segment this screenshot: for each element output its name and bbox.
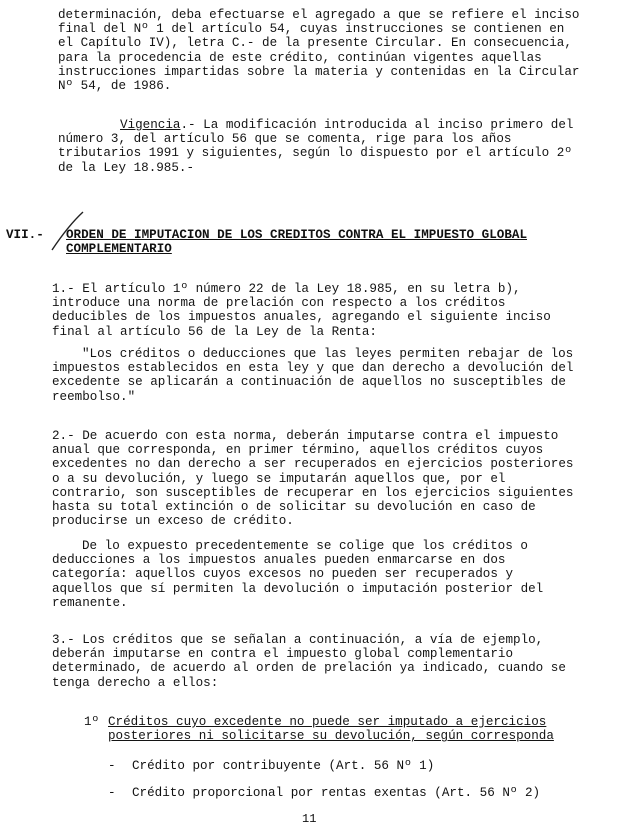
bullet-text: Crédito por contribuyente (Art. 56 Nº 1) [132,759,435,773]
text-line: final al artículo 56 de la Ley de la Renta: [52,324,377,339]
bullet-text: Crédito proporcional por rentas exentas (Art. 56 Nº 2) [132,786,541,800]
text-line: excedente se aplicarán a continuación de aquellos no susceptibles de [52,375,566,390]
text-line: final del Nº 1 del artículo 54, cuyas instrucciones se contienen en [58,22,565,37]
paragraph-2 [52,429,618,528]
text-line: el Capítulo IV), letra C.- de la presente Circular. En consecuencia, [58,36,572,51]
text-line: aquellos que sí permiten la devolución o imputación posterior del [52,581,544,596]
item-title-line: Créditos cuyo excedente no puede ser imputado a ejercicios [108,715,547,729]
text-line: instrucciones impartidas sobre la materia y contenidas en la Circular [58,64,580,79]
text-line: 1.- El artículo 1º número 22 de la Ley 18.985, en su letra b), [52,282,521,296]
text-line: deberán imputarse en contra el impuesto global complementario [52,647,514,662]
dash-marker: - [108,786,116,800]
dash-marker: - [108,759,116,773]
section-number: VII.- [6,228,44,242]
text-line: remanente. [52,595,128,610]
item-number: 1º [84,715,100,729]
text-line: de la Ley 18.985.- [58,160,195,175]
text-line: De lo expuesto precedentemente se colige que los créditos o [82,539,528,553]
paragraph-vigencia [58,118,618,175]
text-line: deducciones a los impuestos anuales pueden enmarcarse en dos [52,553,506,568]
paragraph-1 [52,282,618,339]
text-line: "Los créditos o deducciones que las leyes permiten rebajar de los [82,347,574,361]
text-line: 2.- De acuerdo con esta norma, deberán imputarse contra el impuesto [52,429,559,443]
paragraph-4 [52,633,618,690]
section-title: ORDEN DE IMPUTACION DE LOS CREDITOS CONTRA EL IMPUESTO GLOBAL COMPLEMENTARIO [66,228,528,257]
text-line: reembolso." [52,389,136,404]
text-line: producirse un exceso de crédito. [52,514,294,529]
text-line: Nº 54, de 1986. [58,79,172,94]
text-line: introduce una norma de prelación con respecto a los créditos [52,296,506,311]
text-line: impuestos establecidos en esta ley y que dan derecho a devolución del [52,361,574,376]
text-line: excedentes no dan derecho a ser recuperados en ejercicios posteriores [52,457,574,472]
item-title-line: posteriores ni solicitarse su devolución, según corresponda [108,729,554,744]
text-line: contrario, son susceptibles de recuperar en los ejercicios siguientes [52,485,574,500]
text-line: tributarios 1991 y siguientes, según lo dispuesto por el artículo 2º [58,146,572,161]
text-line: determinado, de acuerdo al orden de prelación ya indicado, cuando se [52,661,566,676]
text-line: anual que corresponda, en primer término, aquellos créditos cuyos [52,443,544,458]
text-line: 3.- Los créditos que se señalan a continuación, a vía de ejemplo, [52,633,544,647]
paragraph-3 [52,539,618,610]
vigencia-label: Vigencia [120,118,181,132]
text-line: deducibles de los impuestos anuales, agregando el siguiente inciso [52,310,551,325]
text-line: determinación, deba efectuarse el agregado a que se refiere el inciso [58,8,580,22]
text-line: .- La modificación introducida al inciso primero del [180,118,574,132]
text-line: o a su devolución, y luego se imputarán aquellos que, por el [52,471,506,486]
text-line: para la procedencia de este crédito, continúan vigentes aquellas [58,50,542,65]
text-line: número 3, del artículo 56 que se comenta, rige para los años [58,132,512,147]
text-line: hasta su total extinción o de solicitar su devolución en caso de [52,500,536,515]
text-line: categoría: aquellos cuyos excesos no pueden ser recuperados y [52,567,514,582]
paragraph-continuation [58,8,618,93]
page-number: 11 [302,812,317,826]
quoted-text [52,347,618,404]
text-line: tenga derecho a ellos: [52,675,219,690]
